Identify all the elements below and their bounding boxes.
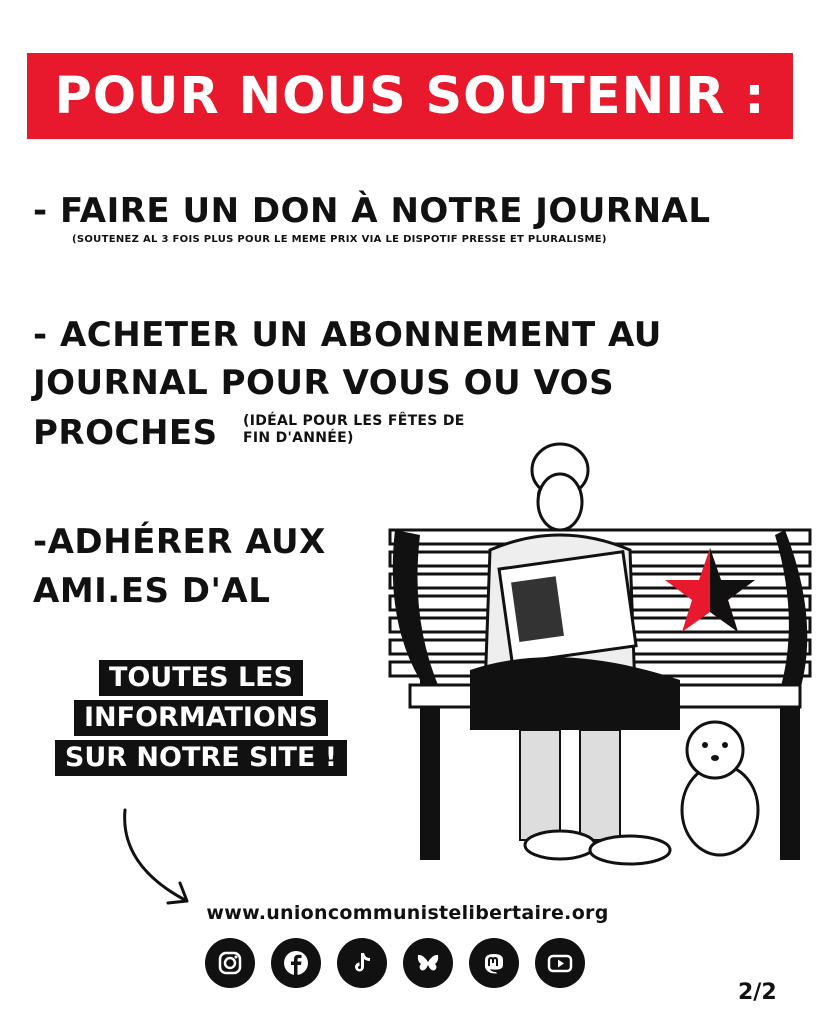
donate-note: (SOUTENEZ AL 3 FOIS PLUS POUR LE MEME PRIX VIA LE DISPOTIF PRESSE ET PLURALISME) xyxy=(72,234,607,245)
subscribe-item-line2: JOURNAL POUR VOUS OU VOS xyxy=(33,363,615,403)
facebook-icon[interactable] xyxy=(271,938,321,988)
page-title: POUR NOUS SOUTENIR : xyxy=(54,66,766,126)
instagram-icon[interactable] xyxy=(205,938,255,988)
page-indicator: 2/2 xyxy=(738,980,777,1005)
subscribe-note-line1: (IDÉAL POUR LES FÊTES DE xyxy=(243,413,465,429)
header-banner xyxy=(27,53,793,139)
mastodon-icon[interactable] xyxy=(469,938,519,988)
website-link[interactable]: www.unioncommunistelibertaire.org xyxy=(206,902,609,924)
info-box xyxy=(36,660,366,780)
join-item-line1: -ADHÉRER AUX xyxy=(33,522,326,562)
bench-illustration xyxy=(380,440,819,880)
info-line-2: INFORMATIONS xyxy=(74,700,328,736)
youtube-icon[interactable] xyxy=(535,938,585,988)
subscribe-note-line2: FIN D'ANNÉE) xyxy=(243,430,354,446)
donate-item: - FAIRE UN DON À NOTRE JOURNAL xyxy=(33,191,711,231)
info-line-1: TOUTES LES xyxy=(99,660,303,696)
subscribe-item-line3: PROCHES xyxy=(33,413,218,453)
arrow-icon xyxy=(110,805,200,915)
social-icons xyxy=(205,938,585,988)
tiktok-icon[interactable] xyxy=(337,938,387,988)
join-item-line2: AMI.ES D'AL xyxy=(33,571,271,611)
dog-icon xyxy=(682,722,758,855)
bluesky-icon[interactable] xyxy=(403,938,453,988)
subscribe-item-line1: - ACHETER UN ABONNEMENT AU xyxy=(33,315,662,355)
info-line-3: SUR NOTRE SITE ! xyxy=(55,740,347,776)
